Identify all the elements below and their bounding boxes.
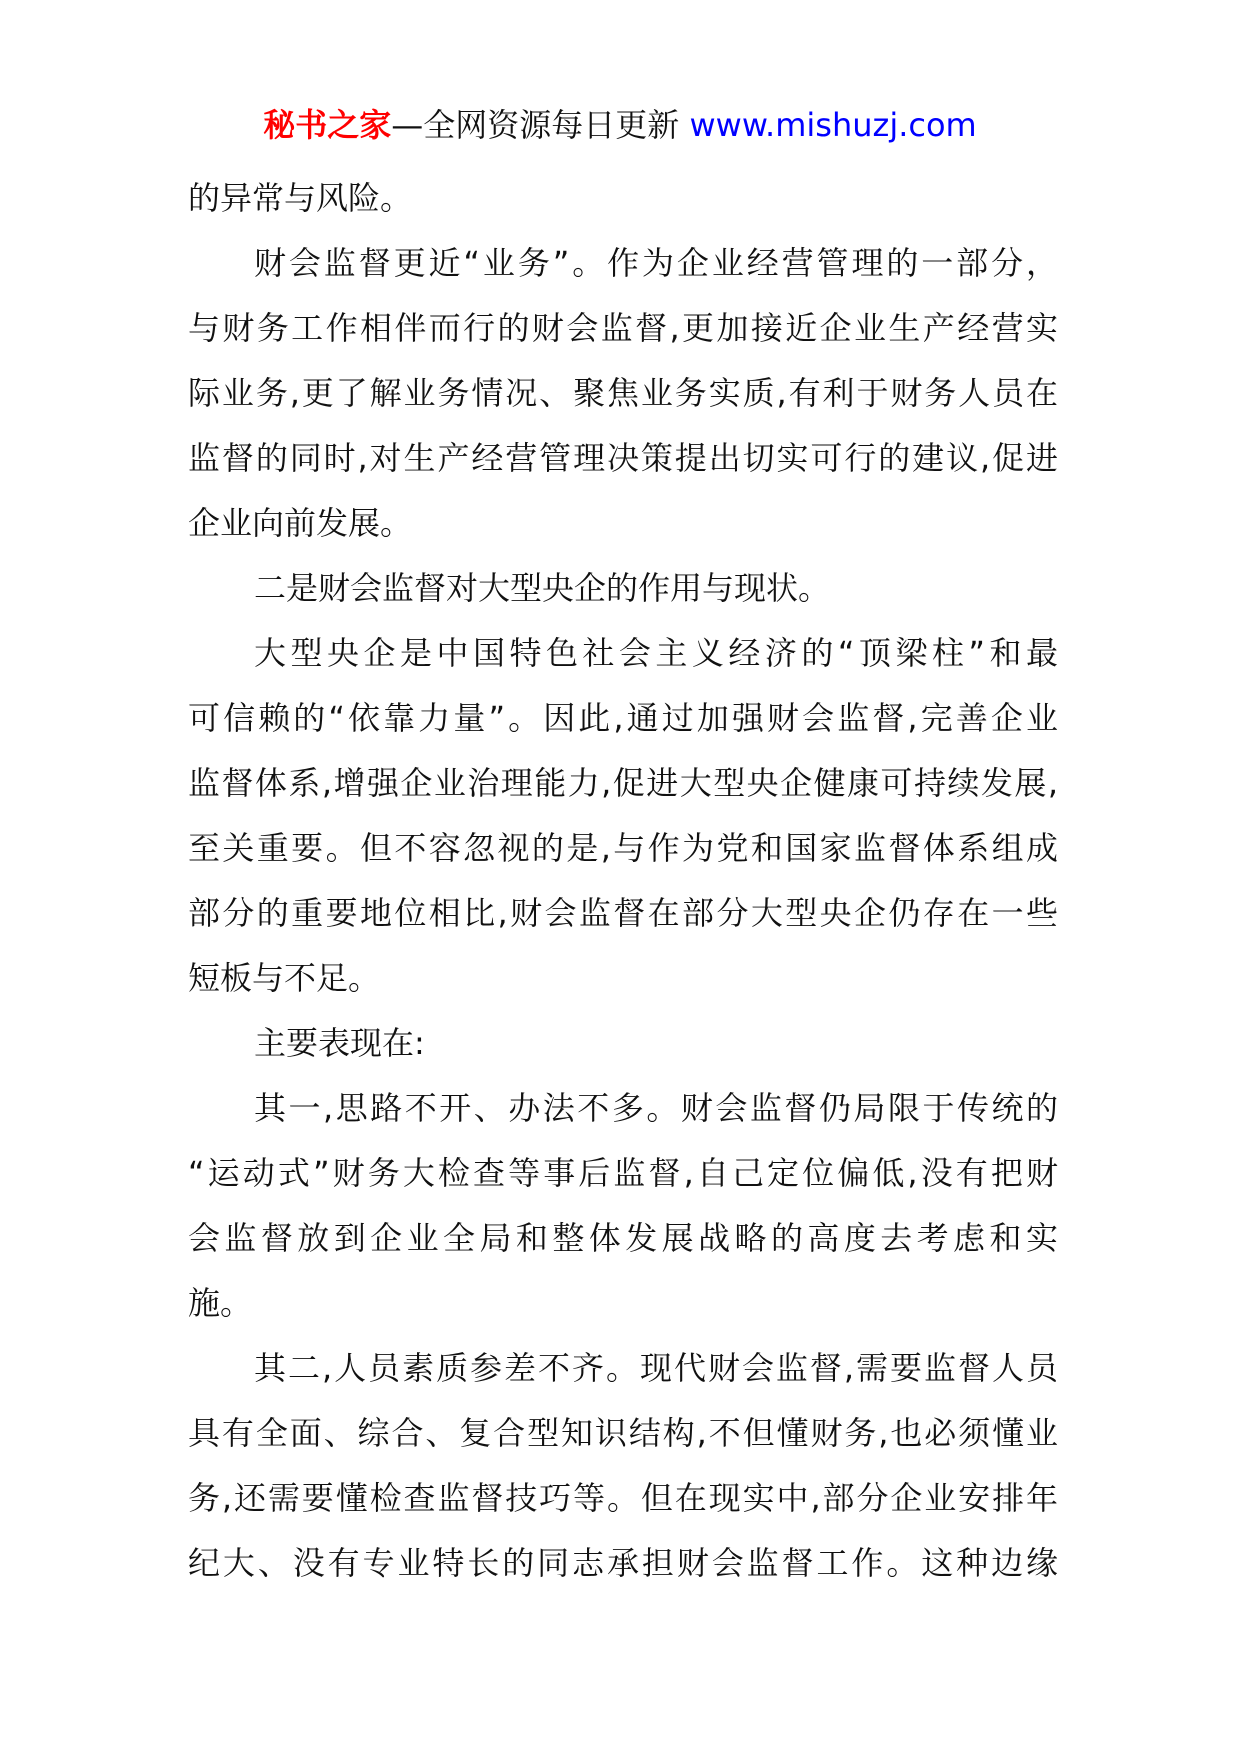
text-line: 监督的同时,对生产经营管理决策提出切实可行的建议,促进 <box>188 439 1058 477</box>
text-line: 际业务,更了解业务情况、聚焦业务实质,有利于财务人员在 <box>188 374 1058 412</box>
text-line: 部分的重要地位相比,财会监督在部分大型央企仍存在一些 <box>188 894 1058 932</box>
text-line: 纪大、没有专业特长的同志承担财会监督工作。这种边缘 <box>188 1544 1058 1582</box>
text-line: 财会监督更近“业务”。作为企业经营管理的一部分， <box>254 244 1058 282</box>
text-line: 其一,思路不开、办法不多。财会监督仍局限于传统的 <box>254 1089 1058 1127</box>
text-line: 大型央企是中国特色社会主义经济的“顶梁柱”和最 <box>254 634 1058 672</box>
text-line: 具有全面、综合、复合型知识结构,不但懂财务,也必须懂业 <box>188 1414 1058 1452</box>
website-link[interactable]: www.mishuzj.com <box>689 106 977 144</box>
text-line: 企业向前发展。 <box>188 504 413 542</box>
text-line: 可信赖的“依靠力量”。因此,通过加强财会监督,完善企业 <box>188 699 1058 737</box>
text-line: 其二,人员素质参差不齐。现代财会监督,需要监督人员 <box>254 1349 1058 1387</box>
brand-name: 秘书之家 <box>263 106 392 144</box>
text-line: 二是财会监督对大型央企的作用与现状。 <box>254 569 831 607</box>
text-line: 务,还需要懂检查监督技巧等。但在现实中,部分企业安排年 <box>188 1479 1058 1517</box>
text-line: 主要表现在: <box>254 1024 425 1062</box>
text-line: 的异常与风险。 <box>188 179 413 217</box>
header-tagline: —全网资源每日更新 <box>391 106 690 144</box>
text-line: 与财务工作相伴而行的财会监督,更加接近企业生产经营实 <box>188 309 1058 347</box>
text-line: 监督体系,增强企业治理能力,促进大型央企健康可持续发展, <box>188 764 1058 802</box>
text-line: 短板与不足。 <box>188 959 381 997</box>
document-body <box>188 166 1058 1596</box>
text-line: 至关重要。但不容忽视的是,与作为党和国家监督体系组成 <box>188 829 1058 867</box>
text-line: “运动式”财务大检查等事后监督,自己定位偏低,没有把财 <box>188 1154 1058 1192</box>
text-line: 施。 <box>188 1284 253 1322</box>
page-header <box>0 100 1240 150</box>
text-line: 会监督放到企业全局和整体发展战略的高度去考虑和实 <box>188 1219 1058 1257</box>
